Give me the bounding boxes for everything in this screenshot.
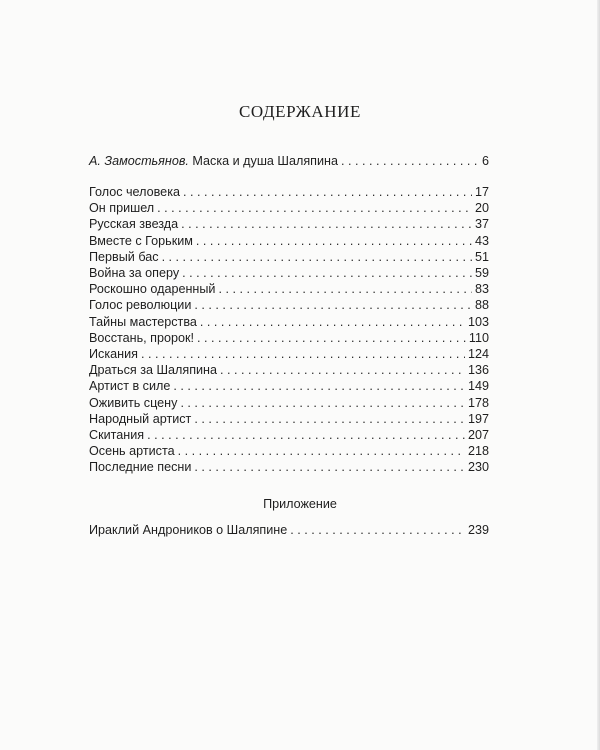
dot-leader (178, 443, 465, 460)
toc-entry (89, 346, 489, 363)
toc-entry-title: Вместе с Горьким (89, 233, 193, 248)
toc-intro-label (89, 153, 338, 170)
toc-entry-title: Тайны мастерства (89, 314, 197, 329)
dot-leader (197, 330, 466, 347)
dot-leader (290, 522, 465, 539)
toc-entry-title: Последние песни (89, 460, 192, 475)
dot-leader (200, 314, 465, 331)
toc-entry (89, 427, 489, 444)
dot-leader (141, 346, 465, 363)
dot-leader (162, 249, 472, 266)
toc-page-number: 178 (467, 395, 489, 410)
toc-entry (89, 249, 489, 266)
toc-intro-author: А. Замостьянов. (89, 154, 189, 168)
toc-entry (89, 297, 489, 314)
dot-leader (181, 216, 472, 233)
dot-leader (173, 378, 465, 395)
toc-entry-title: Русская звезда (89, 217, 179, 232)
toc-page-number: 207 (467, 428, 489, 442)
toc-page-number: 37 (474, 217, 489, 232)
dot-leader (183, 184, 472, 201)
toc-page-number: 59 (474, 266, 489, 280)
dot-leader (147, 427, 465, 444)
toc-page-number: 136 (467, 363, 489, 378)
dot-leader (157, 200, 472, 217)
toc-page-number: 43 (474, 233, 489, 248)
toc-entry (89, 265, 489, 282)
toc-entry (89, 233, 489, 250)
dot-leader (180, 395, 465, 412)
dot-leader (194, 411, 465, 428)
toc-entry-title: Драться за Шаляпина (89, 363, 218, 378)
toc-entry-title: Артист в силе (89, 379, 171, 394)
toc-page-number: 51 (474, 249, 489, 264)
toc-entry (89, 281, 489, 298)
toc-page-number: 197 (467, 411, 489, 426)
dot-leader (218, 281, 472, 298)
toc-entry-appendix (89, 522, 489, 539)
toc-entry-title: Искания (89, 347, 138, 361)
toc-entry (89, 216, 489, 233)
toc-page-number: 218 (467, 444, 489, 459)
toc-page-number: 124 (467, 347, 489, 361)
dot-leader (341, 153, 479, 170)
appendix-heading: Приложение (263, 497, 337, 511)
toc-entry (89, 184, 489, 201)
toc-page-number: 110 (468, 330, 489, 345)
dot-leader (194, 459, 465, 476)
dot-leader (196, 233, 472, 250)
toc-page-number: 103 (467, 314, 489, 329)
toc-entry (89, 330, 489, 347)
toc-entry-title: Голос человека (89, 185, 180, 199)
toc-entry-title: Народный артист (89, 411, 192, 426)
toc-entry-title: Скитания (89, 428, 145, 442)
toc-entry-title: Восстань, пророк! (89, 330, 194, 345)
toc-entry-intro (89, 153, 489, 170)
toc-entry-title: Ираклий Андроников о Шаляпине (89, 523, 288, 537)
toc-entry-title: Осень артиста (89, 444, 175, 459)
toc-page-number: 17 (474, 185, 489, 199)
toc-intro-title: Маска и душа Шаляпина (192, 154, 338, 168)
toc-page-number: 6 (481, 154, 489, 168)
toc-entry-title: Оживить сцену (89, 395, 178, 410)
toc-entry (89, 314, 489, 331)
toc-entry (89, 395, 489, 412)
toc-entry (89, 200, 489, 217)
toc-entry (89, 459, 489, 476)
toc-entry-title: Роскошно одаренный (89, 282, 216, 297)
dot-leader (220, 362, 465, 379)
toc-page-number: 88 (474, 298, 489, 313)
toc-entry-title: Первый бас (89, 249, 159, 264)
toc-page-number: 83 (474, 282, 489, 297)
dot-leader (194, 297, 472, 314)
toc-entry-title: Голос революции (89, 298, 192, 313)
toc-page-number: 230 (467, 460, 489, 475)
toc-page-number: 20 (474, 201, 489, 216)
toc-entry-title: Война за оперу (89, 266, 180, 280)
page-title: СОДЕРЖАНИЕ (238, 102, 362, 121)
dot-leader (182, 265, 472, 282)
toc-entry (89, 443, 489, 460)
toc-page-number: 239 (467, 523, 489, 537)
toc-entry (89, 362, 489, 379)
toc-entry-title: Он пришел (89, 201, 155, 216)
toc-entry (89, 378, 489, 395)
toc-entry (89, 411, 489, 428)
toc-page-number: 149 (467, 379, 489, 394)
